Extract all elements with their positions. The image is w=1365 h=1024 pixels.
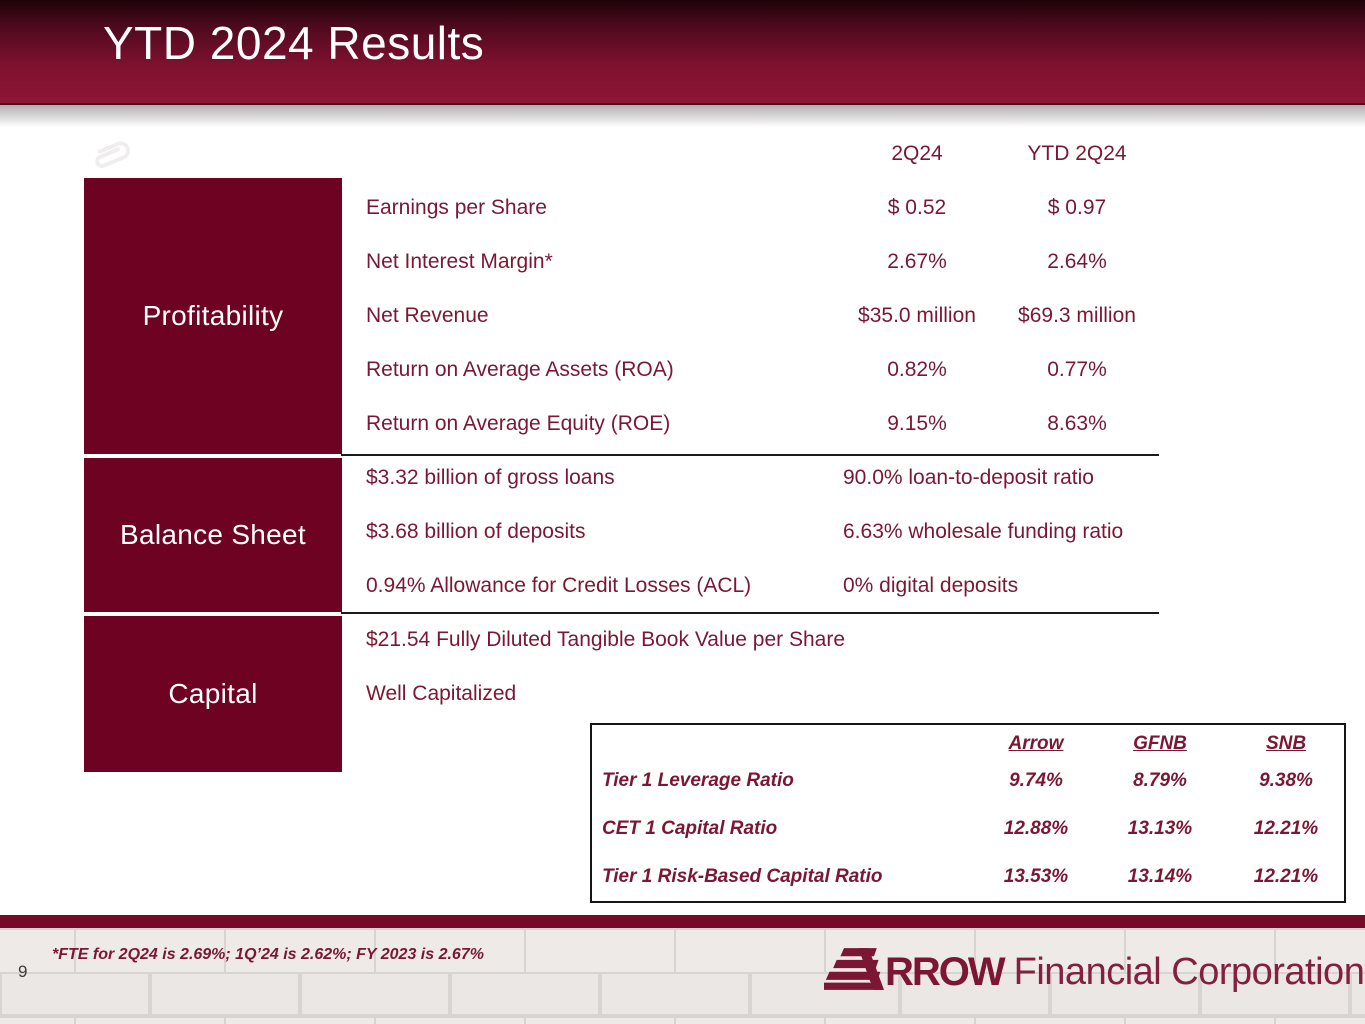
metric-label: Net Revenue	[366, 304, 489, 327]
ratios-col-header-snb: SNB	[1265, 733, 1307, 754]
page-title: YTD 2024 Results	[103, 17, 485, 69]
arrow-logo-mark-icon	[824, 946, 884, 997]
metric-value-q: 9.15%	[887, 412, 947, 435]
section-label: Capital	[168, 678, 258, 709]
ratios-value: 12.21%	[1253, 866, 1319, 887]
ratios-value: 13.14%	[1127, 866, 1193, 887]
metric-label: Earnings per Share	[366, 196, 547, 219]
column-header-2q24: 2Q24	[891, 142, 943, 165]
ratios-value: 12.88%	[1003, 818, 1069, 839]
metric-label: Net Interest Margin*	[366, 250, 553, 273]
logo-word-arrow: RROW	[885, 949, 1004, 994]
ratios-col-header-arrow: Arrow	[1008, 733, 1064, 754]
section-block-profitability	[84, 178, 342, 454]
ratios-row-label: CET 1 Capital Ratio	[602, 818, 778, 839]
ratios-col-header-gfnb: GFNB	[1133, 733, 1187, 754]
divider-line	[341, 454, 1159, 456]
section-label: Balance Sheet	[119, 519, 307, 550]
metric-value-ytd: 0.77%	[1047, 358, 1107, 381]
ratios-value: 8.79%	[1133, 770, 1187, 791]
metric-value-ytd: $69.3 million	[1018, 304, 1136, 327]
metric-value-q: $35.0 million	[858, 304, 976, 327]
section-label: Profitability	[142, 300, 284, 331]
ratios-row-label: Tier 1 Leverage Ratio	[602, 770, 794, 791]
balance-sheet-left: $3.68 billion of deposits	[366, 520, 586, 543]
ratios-value: 13.13%	[1127, 818, 1193, 839]
metric-value-q: $ 0.52	[887, 196, 947, 219]
balance-sheet-right: 6.63% wholesale funding ratio	[843, 520, 1124, 543]
capital-line: $21.54 Fully Diluted Tangible Book Value per Share	[366, 628, 846, 651]
section-block-balance-sheet	[84, 458, 342, 612]
ratios-row-label: Tier 1 Risk-Based Capital Ratio	[602, 866, 883, 887]
footnote: *FTE for 2Q24 is 2.69%; 1Q’24 is 2.62%; FY 2023 is 2.67%	[52, 946, 484, 963]
logo-word-financial-corporation: Financial Corporation	[1013, 950, 1365, 993]
ratios-value: 13.53%	[1003, 866, 1069, 887]
company-logo	[824, 946, 1364, 997]
balance-sheet-right: 90.0% loan-to-deposit ratio	[843, 466, 1094, 489]
metric-label: Return on Average Assets (ROA)	[366, 358, 674, 381]
balance-sheet-left: $3.32 billion of gross loans	[366, 466, 615, 489]
metric-value-ytd: 8.63%	[1047, 412, 1107, 435]
ratios-value: 9.38%	[1259, 770, 1313, 791]
divider-line	[341, 612, 1159, 614]
capital-line: Well Capitalized	[366, 682, 517, 705]
balance-sheet-right: 0% digital deposits	[843, 574, 1019, 597]
page-number: 9	[18, 962, 28, 981]
metric-value-ytd: $ 0.97	[1047, 196, 1107, 219]
metric-value-q: 0.82%	[887, 358, 947, 381]
footer-accent-bar	[0, 915, 1365, 928]
header-band	[0, 0, 1365, 105]
ratios-value: 9.74%	[1009, 770, 1063, 791]
metric-value-q: 2.67%	[887, 250, 947, 273]
balance-sheet-left: 0.94% Allowance for Credit Losses (ACL)	[366, 574, 752, 597]
capital-ratios-table	[590, 723, 1346, 903]
ratios-value: 12.21%	[1253, 818, 1319, 839]
column-header-ytd-2q24: YTD 2Q24	[1027, 142, 1127, 165]
metric-value-ytd: 2.64%	[1047, 250, 1107, 273]
section-block-capital	[84, 616, 342, 772]
header-shadow	[0, 105, 1365, 127]
metric-label: Return on Average Equity (ROE)	[366, 412, 671, 435]
